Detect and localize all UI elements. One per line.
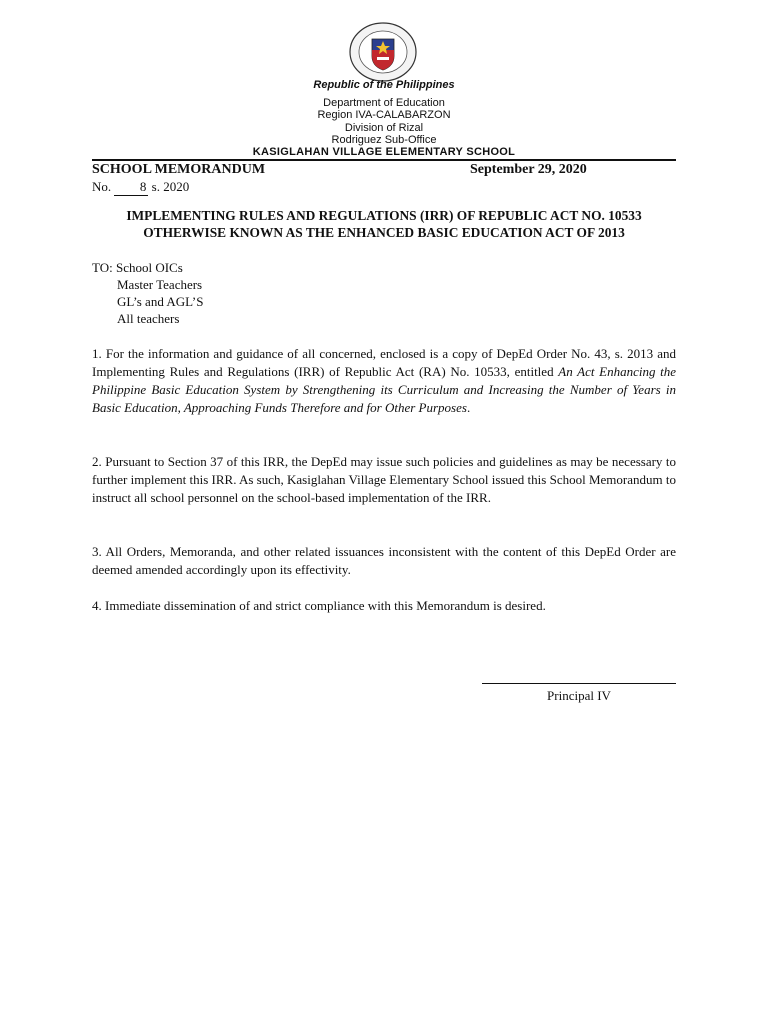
- recipient-item: GL’s and AGL’S: [117, 294, 204, 309]
- memo-type-label: SCHOOL MEMORANDUM: [92, 162, 266, 177]
- paragraph-2: 2. Pursuant to Section 37 of this IRR, the DepEd may issue such policies and guidelines as may be necessary to further implement this IRR. As such, Kasiglahan Village Elementary School issued this School Memorandum to instruct all school personnel on the school-based implementation of the IRR.: [92, 454, 676, 505]
- memo-date: September 29, 2020: [470, 162, 587, 177]
- school-name: KASIGLAHAN VILLAGE ELEMENTARY SCHOOL: [252, 146, 516, 158]
- division-name: Division of Rizal: [344, 122, 424, 134]
- signatory-title: Principal IV: [547, 688, 611, 703]
- recipient-item: Master Teachers: [117, 277, 203, 292]
- paragraph-1-text: 1. For the information and guidance of all concerned, enclosed is a copy of DepEd Order No. 43, s. 2013 and Implementing Rules and Regulations (IRR) of Republic Act (RA) No. 10533, entitled: [92, 346, 676, 379]
- memo-number-line: [92, 179, 189, 196]
- deped-seal-logo: [347, 22, 419, 82]
- paragraph-1: [92, 345, 676, 417]
- memo-title-line-1: IMPLEMENTING RULES AND REGULATIONS (IRR) OF REPUBLIC ACT NO. 10533: [126, 208, 642, 223]
- memo-no-prefix: No.: [92, 179, 112, 194]
- memo-series: s. 2020: [151, 179, 190, 194]
- paragraph-4: 4. Immediate dissemination of and strict compliance with this Memorandum is desired.: [92, 598, 546, 613]
- to-label: TO:: [92, 260, 113, 275]
- paragraph-1-end: .: [466, 400, 471, 415]
- republic-heading: Republic of the Philippines: [313, 79, 455, 91]
- memo-title-line-2: OTHERWISE KNOWN AS THE ENHANCED BASIC EDUCATION ACT OF 2013: [143, 225, 625, 240]
- signature-line: [482, 683, 676, 684]
- recipient-item: School OICs: [115, 260, 183, 275]
- sub-office-name: Rodriguez Sub-Office: [331, 134, 437, 146]
- recipients-block: [92, 259, 203, 327]
- header-divider: [92, 159, 676, 161]
- recipient-item: All teachers: [117, 311, 180, 326]
- recipient-first-row: [92, 259, 203, 276]
- region-name: Region IVA-CALABARZON: [317, 109, 451, 121]
- act-title-italic: An Act Enhancing the Philippine Basic Education System by Strengthening its Curriculum and Increasing the Number of Years in Basic Education, Approaching Funds Therefore and for Other Purposes: [92, 364, 677, 415]
- department-name: Department of Education: [323, 97, 445, 109]
- paragraph-3: 3. All Orders, Memoranda, and other related issuances inconsistent with the content of this DepEd Order are deemed amended accordingly upon its effectivity.: [92, 544, 676, 577]
- memo-number: 8: [114, 179, 148, 196]
